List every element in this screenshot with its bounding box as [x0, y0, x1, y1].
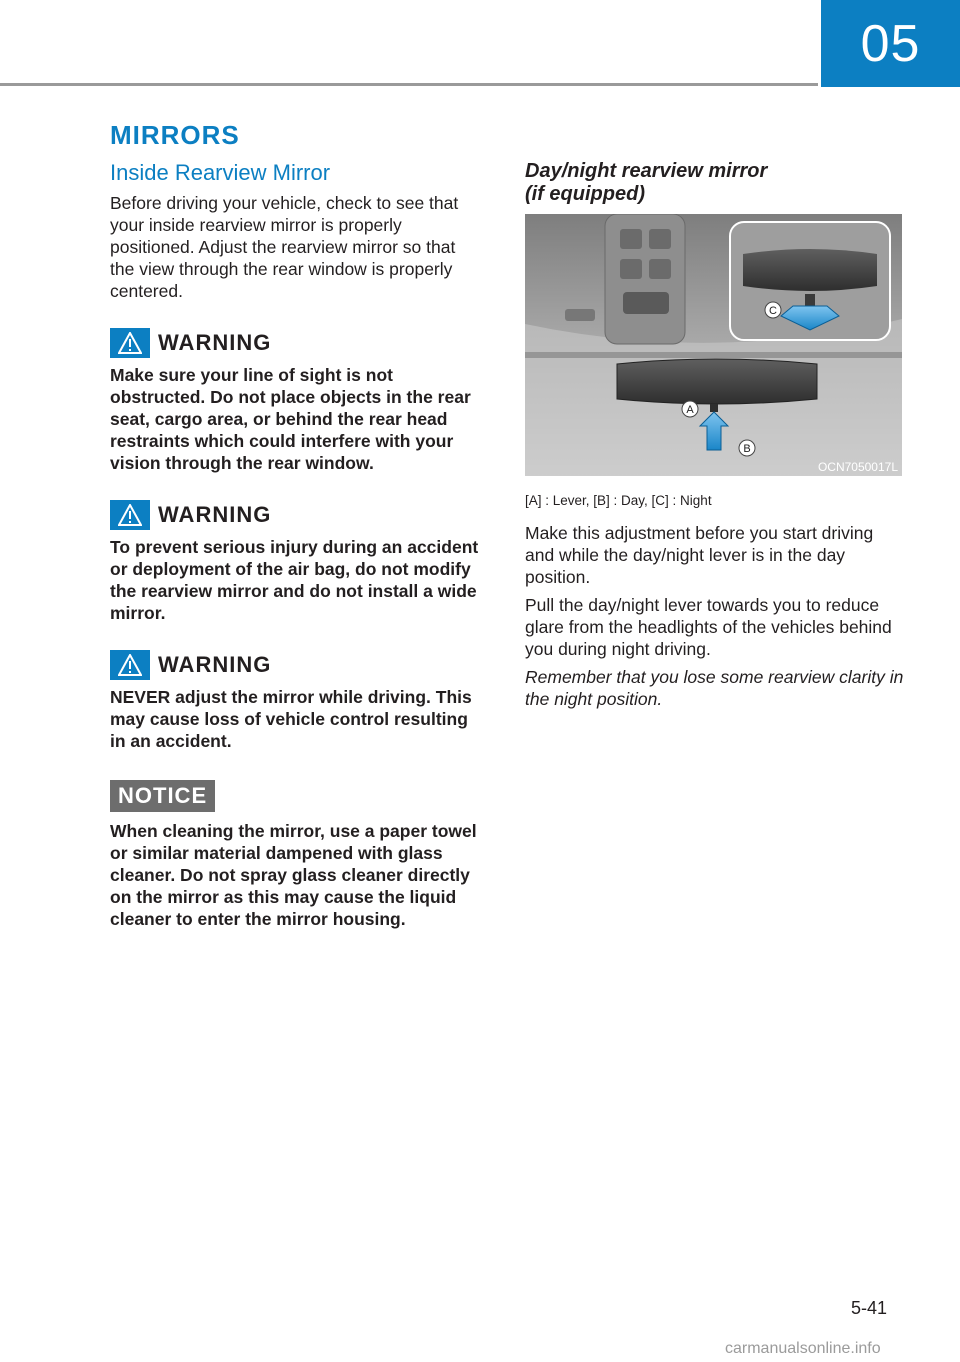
warning-block-2 [110, 500, 482, 624]
warning-triangle-icon [110, 328, 150, 358]
section-title: MIRRORS [110, 120, 240, 150]
label-c: C [769, 305, 777, 317]
warning-text: To prevent serious injury during an accident or deployment of the air bag, do not modify the rearview mirror and do not install a wide mirror. [110, 537, 479, 623]
rearview-mirror-illustration [525, 214, 902, 476]
notice-label: NOTICE [110, 780, 215, 812]
left-column [110, 160, 482, 930]
warning-text: Make sure your line of sight is not obstructed. Do not place objects in the rear seat, cargo area, or behind the rear head restraints which could interfere with your vision through the rear window. [110, 365, 471, 473]
mirror-diagram [525, 214, 902, 476]
warning-text: NEVER adjust the mirror while driving. This may cause loss of vehicle control resulting in an accident. [110, 687, 472, 751]
warning-block-1 [110, 328, 482, 474]
page-number: 5-41 [851, 1298, 888, 1318]
warning-label: WARNING [158, 330, 272, 355]
paragraph-pull-lever: Pull the day/night lever towards you to reduce glare from the headlights of the vehicles behind you during night driving. [525, 595, 892, 659]
notice-block [110, 752, 482, 930]
heading-line-2: (if equipped) [525, 183, 645, 205]
chapter-tab [821, 0, 960, 87]
figure-code: OCN7050017L [817, 460, 898, 474]
intro-paragraph: Before driving your vehicle, check to see that your inside rearview mirror is properly positioned. Adjust the rearview mirror so that the view through the rear window is properly centered. [110, 193, 459, 301]
warning-triangle-icon [110, 500, 150, 530]
subheading-inside-rearview-mirror: Inside Rearview Mirror [110, 160, 331, 185]
heading-line-1: Day/night rearview mirror [525, 160, 768, 182]
paragraph-adjustment: Make this adjustment before you start driving and while the day/night lever is in the day position. [525, 523, 874, 587]
figure-caption: [A] : Lever, [B] : Day, [C] : Night [525, 493, 712, 508]
notice-text: When cleaning the mirror, use a paper towel or similar material dampened with glass cleaner. Do not spray glass cleaner directly on the mirror as this may cause the liquid cleaner to enter the mirror housing. [110, 821, 477, 929]
warning-triangle-icon [110, 650, 150, 680]
warning-label: WARNING [158, 652, 272, 677]
label-b: B [743, 443, 751, 455]
day-night-mirror-heading [525, 160, 905, 206]
paragraph-remember: Remember that you lose some rearview clarity in the night position. [525, 667, 904, 709]
warning-label: WARNING [158, 502, 272, 527]
watermark: carmanualsonline.info [725, 1340, 881, 1357]
label-a: A [686, 404, 694, 416]
right-column [525, 160, 905, 716]
chapter-number: 05 [860, 14, 921, 73]
warning-block-3 [110, 650, 482, 752]
header-rule [0, 83, 818, 86]
